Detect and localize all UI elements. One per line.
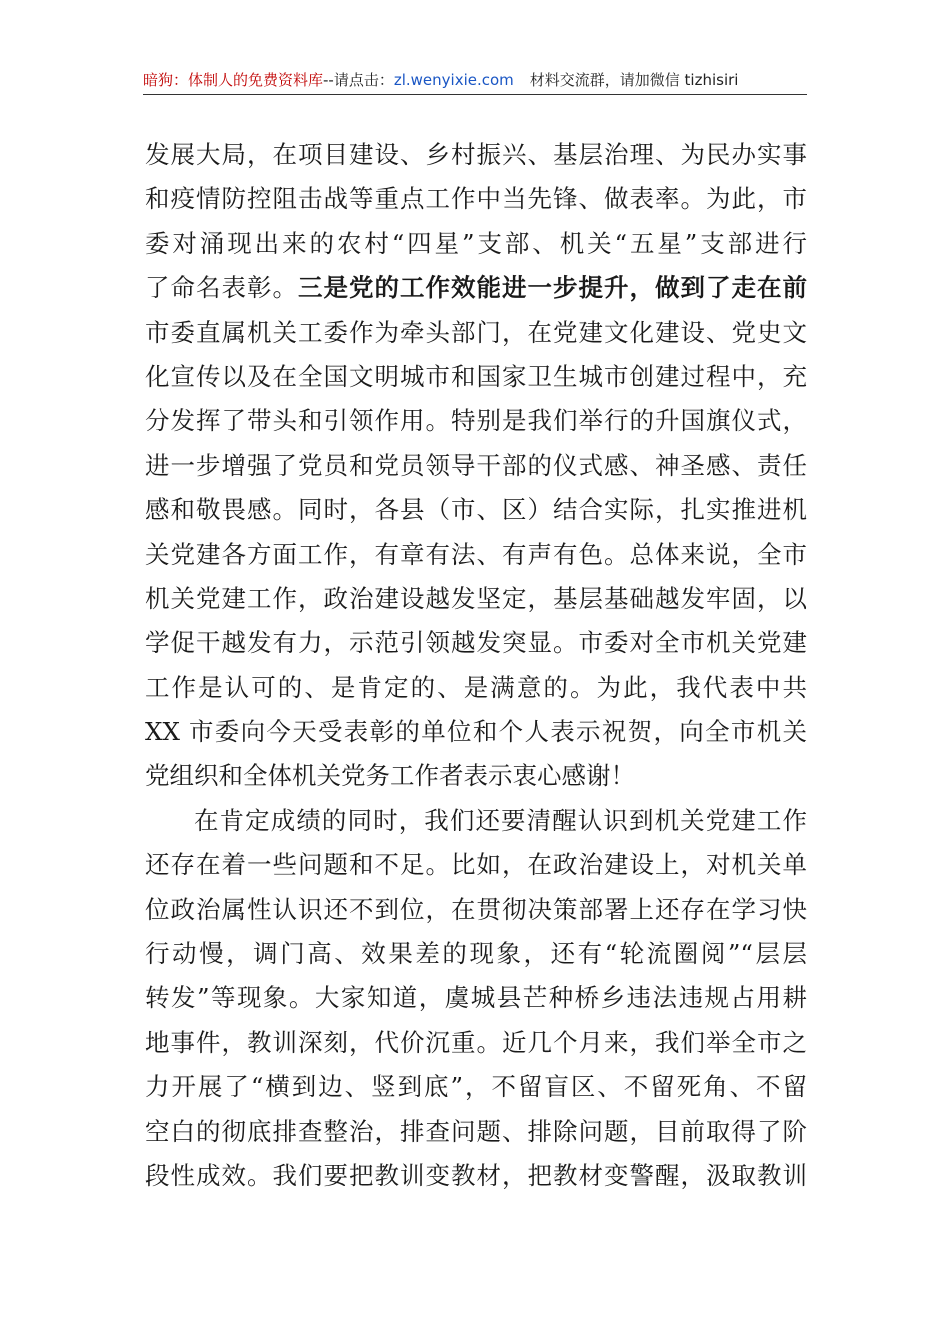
text-line: 发展大局，在项目建设、乡村振兴、基层治理、为民办实事 <box>145 140 807 169</box>
header-separator: --请点击： <box>323 71 394 89</box>
header-url-link[interactable]: zl.wenyixie.com <box>393 71 514 89</box>
page-header <box>143 66 807 95</box>
text-segment: 了命名表彰。 <box>145 273 298 303</box>
header-wechat-note: 材料交流群，请加微信 tizhisiri <box>529 71 739 89</box>
text-line: 学促干越发有力，示范引领越发突显。市委对全市机关党建 <box>145 628 807 658</box>
text-line: 机关党建工作，政治建设越发坚定，基层基础越发牢固，以 <box>145 583 807 613</box>
text-line: 化宣传以及在全国文明城市和国家卫生城市创建过程中，充 <box>145 361 807 391</box>
text-line <box>145 266 807 310</box>
paragraph-start-line: 在肯定成绩的同时，我们还要清醒认识到机关党建工作 <box>194 805 807 835</box>
text-line: 工作是认可的、是肯定的、是满意的。为此，我代表中共 <box>145 672 807 702</box>
text-line: 进一步增强了党员和党员领导干部的仪式感、神圣感、责任 <box>145 450 807 480</box>
text-line: 市委直属机关工委作为牵头部门，在党建文化建设、党史文 <box>145 317 807 347</box>
text-line: 转发”等现象。大家知道，虞城县芒种桥乡违法违规占用耕 <box>145 983 807 1013</box>
document-body <box>145 133 807 1198</box>
text-line: 关党建各方面工作，有章有法、有声有色。总体来说，全市 <box>145 539 807 569</box>
text-line: 力开展了“横到边、竖到底”，不留盲区、不留死角、不留 <box>145 1072 807 1102</box>
bold-heading-segment: 三是党的工作效能进一步提升，做到了走在前 <box>298 273 807 303</box>
text-line: 分发挥了带头和引领作用。特别是我们举行的升国旗仪式， <box>145 406 807 436</box>
text-line: 段性成效。我们要把教训变教材，把教材变警醒，汲取教训 <box>145 1160 807 1190</box>
text-line: 行动慢，调门高、效果差的现象，还有“轮流圈阅”“层层 <box>145 939 807 969</box>
text-line: 地事件，教训深刻，代价沉重。近几个月来，我们举全市之 <box>145 1027 807 1057</box>
text-line: 委对涌现出来的农村“四星”支部、机关“五星”支部进行 <box>145 228 807 258</box>
text-line: XX 市委向今天受表彰的单位和个人表示祝贺，向全市机关 <box>145 717 807 747</box>
paragraph-end-line: 党组织和全体机关党务工作者表示衷心感谢！ <box>145 761 635 791</box>
text-line: 和疫情防控阻击战等重点工作中当先锋、做表率。为此，市 <box>145 184 807 214</box>
text-line: 位政治属性认识还不到位，在贯彻决策部署上还存在学习快 <box>145 894 807 924</box>
header-brand: 暗狗：体制人的免费资料库 <box>143 71 324 89</box>
text-line: 还存在着一些问题和不足。比如，在政治建设上，对机关单 <box>145 850 807 880</box>
text-line: 空白的彻底排查整治，排查问题、排除问题，目前取得了阶 <box>145 1116 807 1146</box>
text-line: 感和敬畏感。同时，各县（市、区）结合实际，扎实推进机 <box>145 495 807 525</box>
